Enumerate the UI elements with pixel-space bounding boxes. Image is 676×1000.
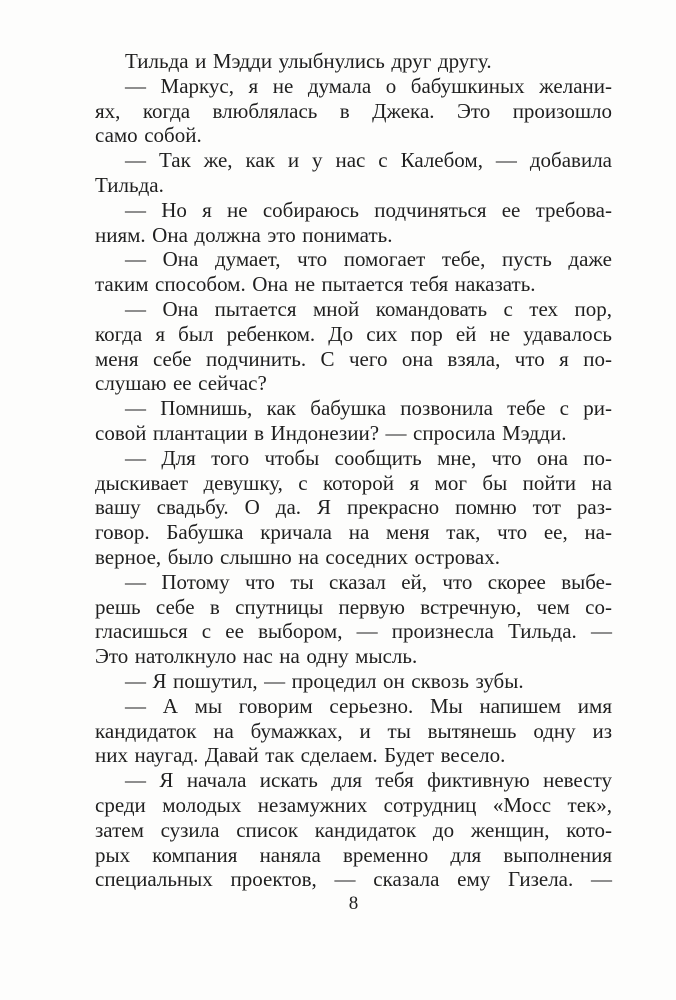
text-line: дыскивает девушку, с которой я мог бы пойти на [95,470,612,495]
text-line: — Она пытается мной командовать с тех пор, [125,296,612,321]
text-line: вашу свадьбу. О да. Я прекрасно помню тот раз- [95,495,612,520]
text-line: меня себе подчинить. С чего она взяла, что я по- [95,346,612,371]
text-line: них наугад. Давай так сделаем. Будет весело. [95,743,506,768]
text-line: — Я начала искать для тебя фиктивную невесту [125,768,612,793]
text-line: таким способом. Она не пытается тебя наказать. [95,272,536,297]
text-line: совой плантации в Индонезии? — спросила Мэдди. [95,420,567,445]
text-line: — Так же, как и у нас с Калебом, — добавила [125,148,612,173]
text-line: затем сузила список кандидаток до женщин, кото- [95,817,612,842]
text-line: Тильда и Мэдди улыбнулись друг другу. [125,49,492,73]
text-line: — Но я не собираюсь подчиняться ее требова- [125,197,612,222]
page-number: 8 [348,893,359,914]
text-block [95,49,612,892]
text-line: Тильда. [95,172,164,197]
text-line: — Она думает, что помогает тебе, пусть даже [125,247,612,272]
text-line: — Я пошутил, — процедил он сквозь зубы. [125,668,524,693]
text-line: само собой. [95,123,202,148]
text-line: среди молодых незамужних сотрудниц «Мосс тек», [95,792,612,817]
text-line: когда я был ребенком. До сих пор ей не удавалось [95,321,612,346]
text-line: рых компания наняла временно для выполнения [95,842,612,867]
text-line: — Для того чтобы сообщить мне, что она по- [125,445,612,470]
text-line: ниям. Она должна это понимать. [95,222,393,247]
text-line: говор. Бабушка кричала на меня так, что ее, на- [95,520,612,545]
text-line: гласишься с ее выбором, — произнесла Тильда. — [95,619,612,644]
text-line: решь себе в спутницы первую встречную, чем со- [95,594,612,619]
text-line: Это натолкнуло нас на одну мысль. [95,644,418,669]
text-line: ях, когда влюблялась в Джека. Это произошло [95,98,612,123]
text-line: специальных проектов, — сказала ему Гизела. — [95,867,612,892]
text-line: слушаю ее сейчас? [95,371,267,396]
text-line: — Потому что ты сказал ей, что скорее выбе- [125,569,612,594]
text-line: — Маркус, я не думала о бабушкиных желани- [125,73,612,98]
text-line: кандидаток на бумажках, и ты вытянешь одну из [95,718,612,743]
text-line: — А мы говорим серьезно. Мы напишем имя [125,693,612,718]
text-line: верное, было слышно на соседних островах. [95,544,500,569]
text-line: — Помнишь, как бабушка позвонила тебе с ри- [125,396,612,421]
